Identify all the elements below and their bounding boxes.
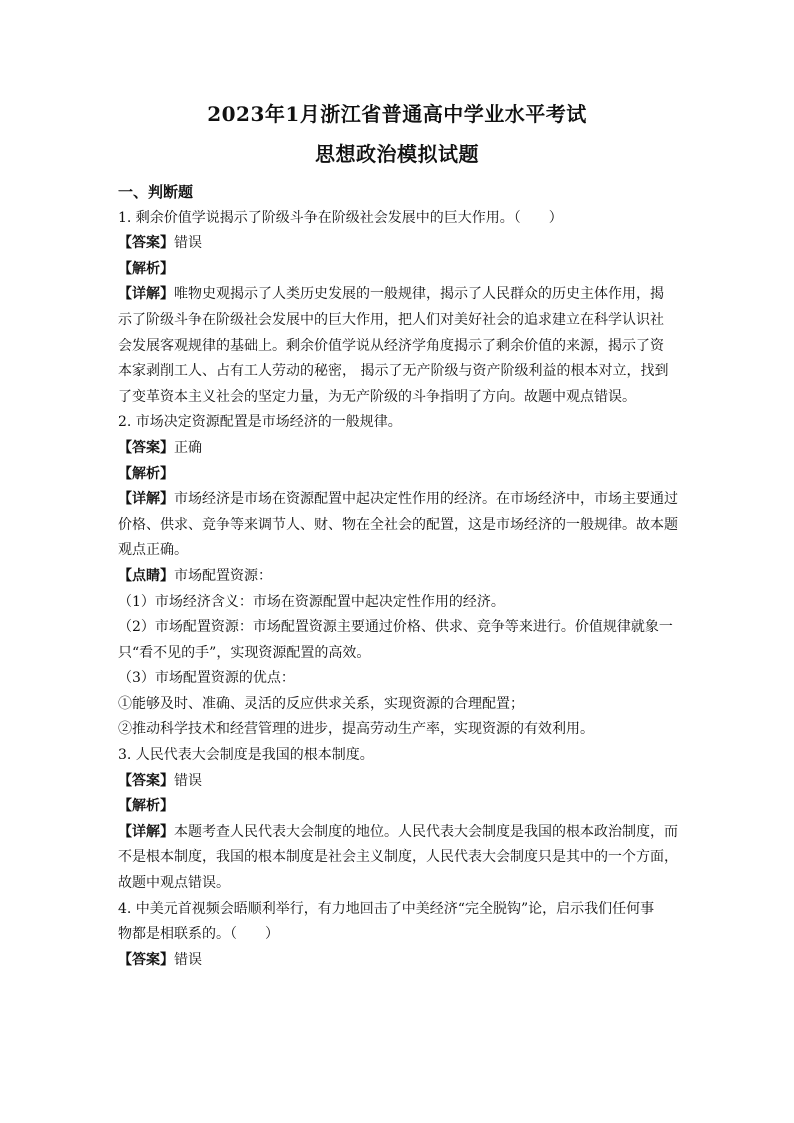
question-3-detail-line: 不是根本制度，我国的根本制度是社会主义制度，人民代表大会制度只是其中的一个方面， [118,849,678,866]
highlight-title: 市场配置资源： [174,567,272,584]
question-3-detail-line [118,820,678,846]
question-2-highlight-line: （3）市场配置资源的优点： [118,670,295,687]
question-3-answer [118,769,678,795]
answer-label: 【答案】 [118,951,174,968]
answer-label: 【答案】 [118,235,174,252]
question-3-stem: 3. 人民代表大会制度是我国的根本制度。 [118,747,374,764]
detail-text: 唯物史观揭示了人类历史发展的一般规律，揭示了人民群众的历史主体作用，揭 [174,286,664,303]
question-4-stem: 4. 中美元首视频会晤顺利举行，有力地回击了中美经济“完全脱钩”论，启示我们任何事 [118,900,655,917]
question-2-highlight [118,564,678,590]
detail-label: 【详解】 [118,286,174,303]
question-4-answer [118,948,678,974]
question-2-highlight-line: （2）市场配置资源：市场配置资源主要通过价格、供求、竞争等来进行。价值规律就象一 [118,619,673,636]
question-2-analysis-label: 【解析】 [118,465,174,482]
question-2-stem: 2. 市场决定资源配置是市场经济的一般规律。 [118,414,402,431]
document-body [118,180,678,973]
question-1-detail-line: 了变革资本主义社会的坚定力量，为无产阶级的斗争指明了方向。故题中观点错误。 [118,388,636,405]
question-1-detail-line: 会发展客观规律的基础上。剩余价值学说从经济学角度揭示了剩余价值的来源，揭示了资 [118,337,664,354]
question-2-highlight-line: （1）市场经济含义：市场在资源配置中起决定性作用的经济。 [118,593,505,610]
question-2-highlight-line: 只“看不见的手”，实现资源配置的高效。 [118,644,371,661]
question-2-answer [118,436,678,462]
question-1-stem: 1. 剩余价值学说揭示了阶级斗争在阶级社会发展中的巨大作用。（ ） [118,209,563,226]
answer-label: 【答案】 [118,439,174,456]
answer-value: 错误 [174,772,202,789]
detail-text: 市场经济是市场在资源配置中起决定性作用的经济。在市场经济中，市场主要通过 [174,491,678,508]
detail-text: 本题考查人民代表大会制度的地位。人民代表大会制度是我国的根本政治制度，而 [174,823,678,840]
document-subtitle: 思想政治模拟试题 [315,142,479,166]
question-3-detail-line: 故题中观点错误。 [118,875,230,892]
question-1-detail-line: 示了阶级斗争在阶级社会发展中的巨大作用，把人们对美好社会的追求建立在科学认识社 [118,311,664,328]
question-2-detail-line: 观点正确。 [118,542,188,559]
question-1-analysis-label: 【解析】 [118,260,174,277]
section-heading: 一、判断题 [118,183,194,201]
answer-value: 错误 [174,235,202,252]
question-3-analysis-label: 【解析】 [118,798,174,815]
question-1-detail-line: 本家剥削工人、占有工人劳动的秘密， 揭示了无产阶级与资产阶级利益的根本对立，找到 [118,363,669,380]
answer-label: 【答案】 [118,772,174,789]
detail-label: 【详解】 [118,491,174,508]
document-title: 2023年1月浙江省普通高中学业水平考试 [207,102,587,126]
question-2-detail-line [118,487,678,513]
highlight-label: 【点睛】 [118,567,174,584]
answer-value: 正确 [174,439,202,456]
question-2-highlight-line: ②推动科学技术和经营管理的进步，提高劳动生产率，实现资源的有效利用。 [118,721,594,738]
question-2-detail-line: 价格、供求、竞争等来调节人、财、物在全社会的配置，这是市场经济的一般规律。故本题 [118,516,678,533]
question-1-detail-line [118,282,678,308]
answer-value: 错误 [174,951,202,968]
question-2-highlight-line: ①能够及时、准确、灵活的反应供求关系，实现资源的合理配置； [118,695,524,712]
detail-label: 【详解】 [118,823,174,840]
question-1-answer [118,231,678,257]
question-4-stem: 物都是相联系的。（ ） [118,926,279,943]
